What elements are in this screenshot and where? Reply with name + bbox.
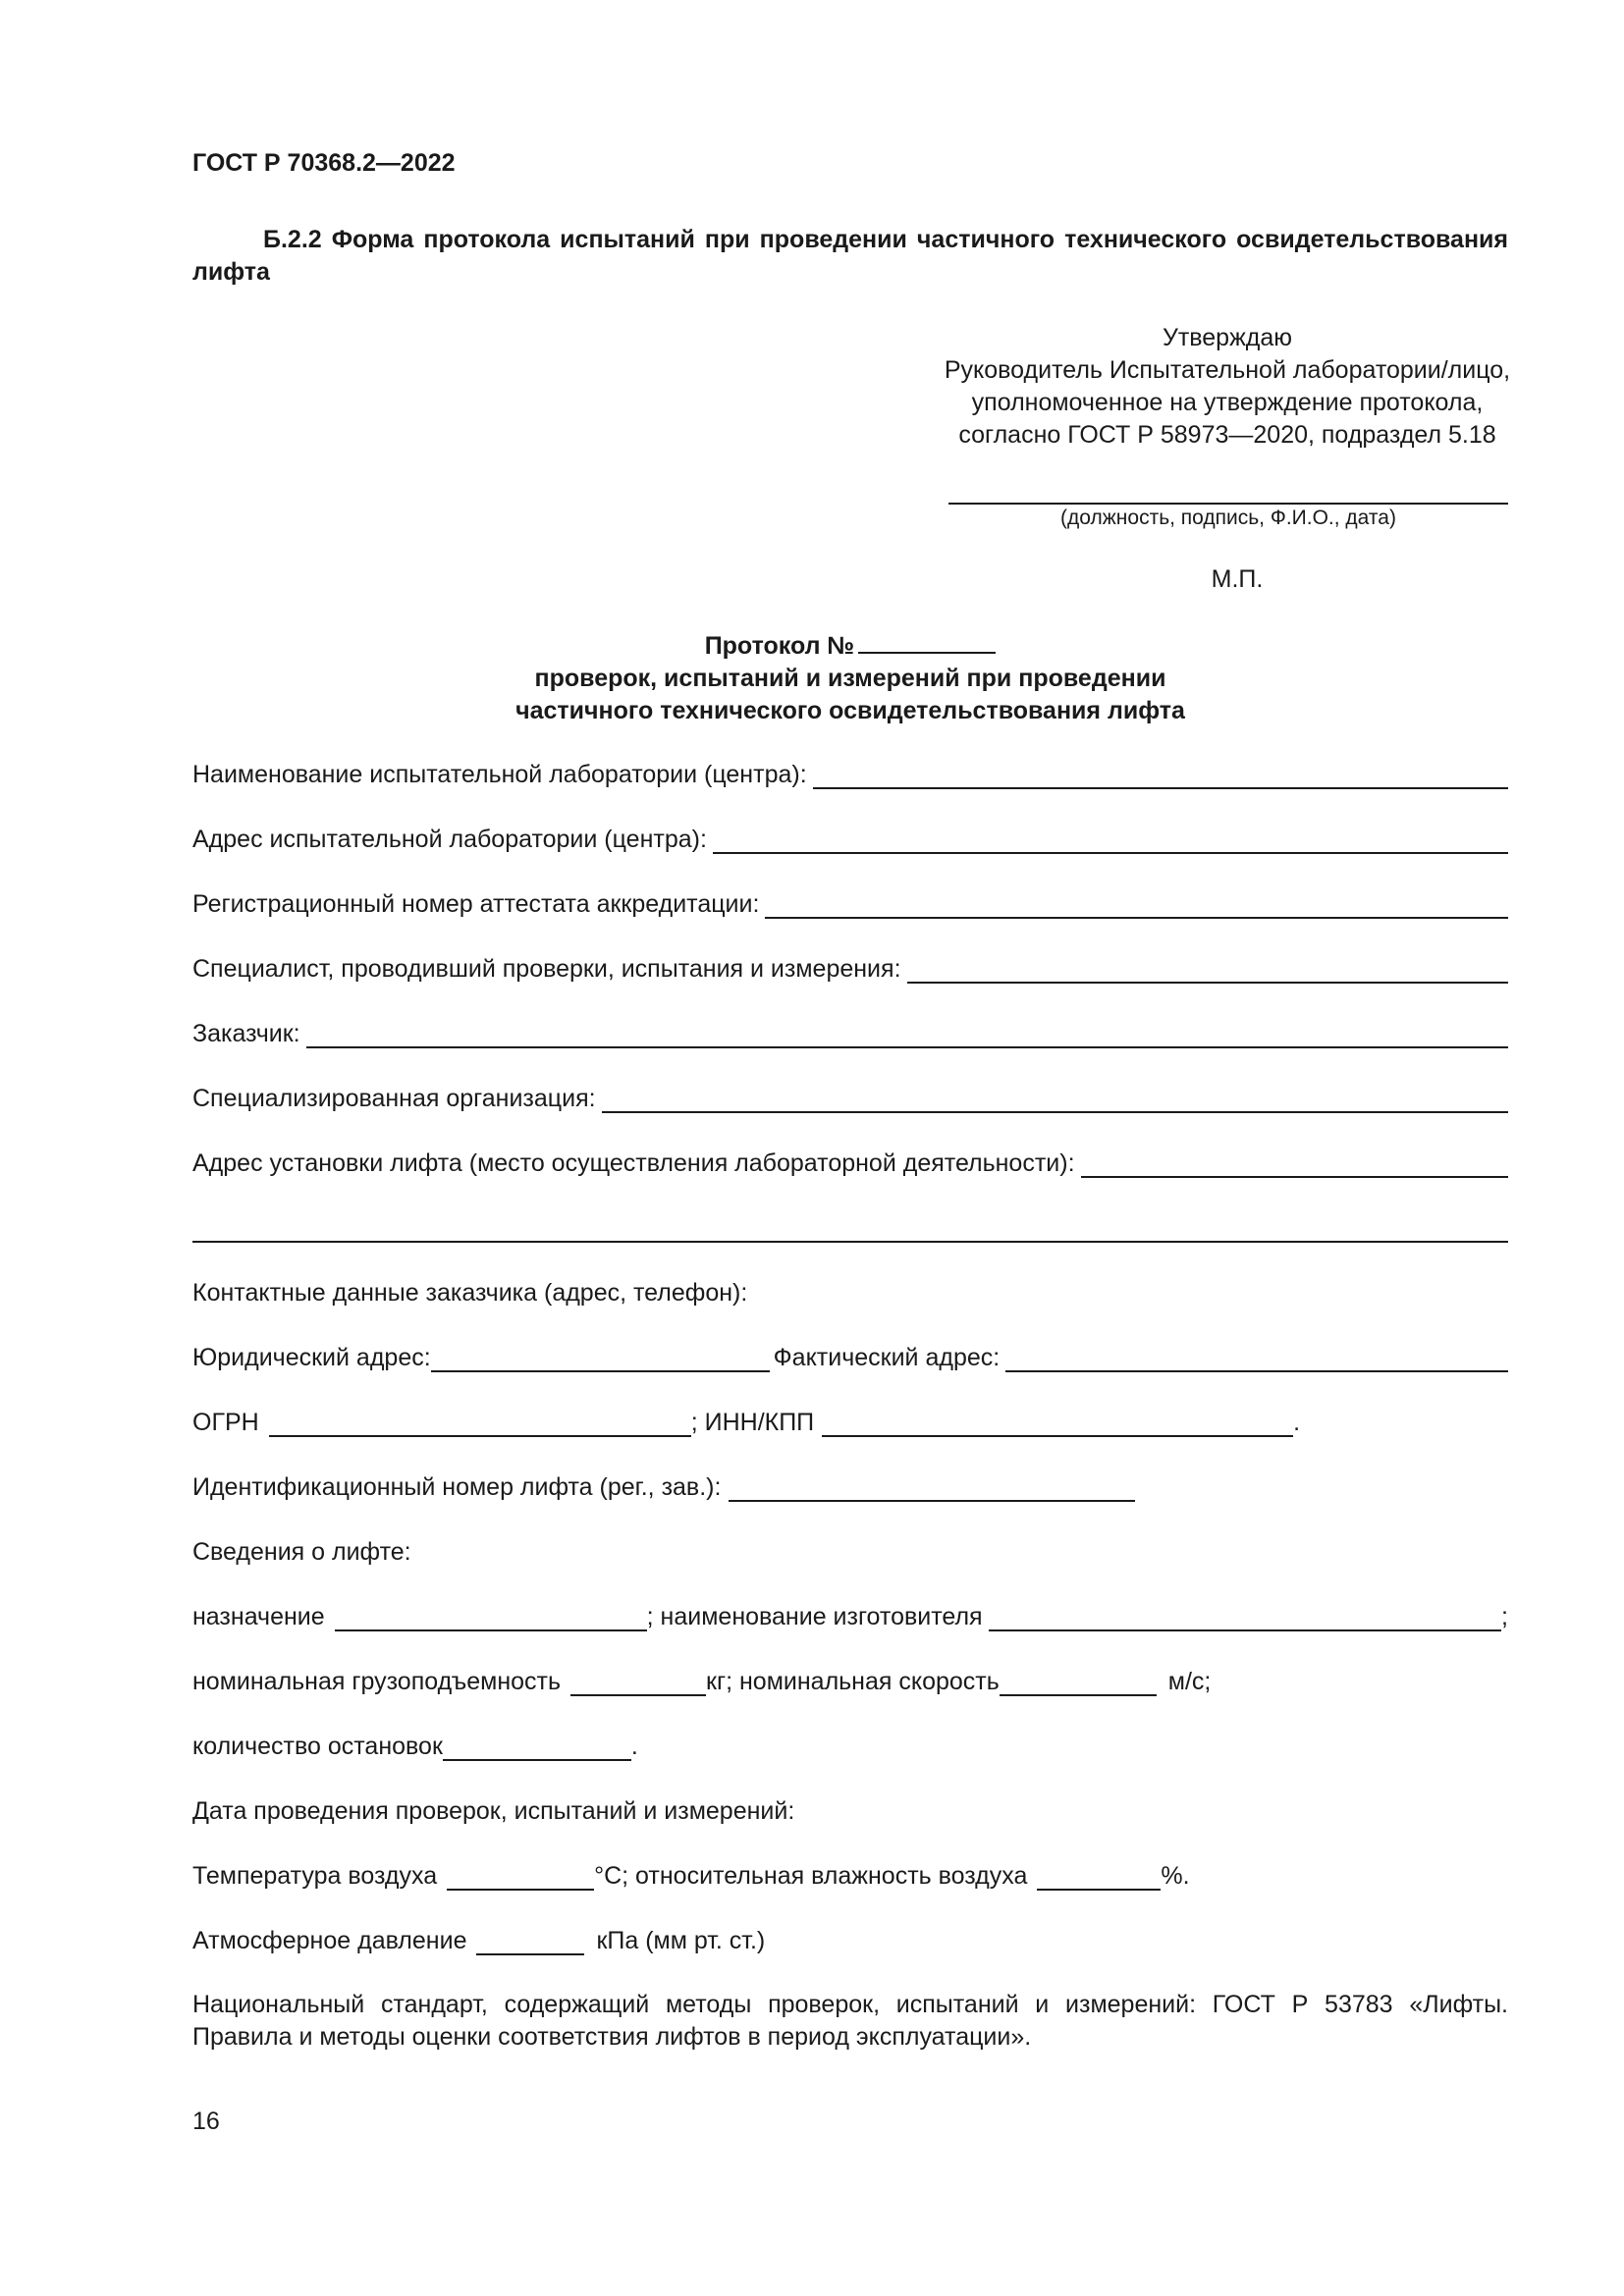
manufacturer-field[interactable] <box>989 1606 1501 1631</box>
signature-line[interactable] <box>948 503 1508 505</box>
lab-address-label: Адрес испытательной лаборатории (центра): <box>192 826 707 853</box>
row-accreditation <box>192 885 1508 919</box>
customer-contacts-label: Контактные данные заказчика (адрес, телефон): <box>192 1279 748 1307</box>
lift-address-field-continued[interactable] <box>192 1217 1508 1243</box>
actual-address-label: Фактический адрес: <box>773 1344 1001 1371</box>
lift-address-label: Адрес установки лифта (место осуществления лабораторной деятельности): <box>192 1149 1075 1177</box>
row-ogrn-inn <box>192 1404 1508 1437</box>
lift-id-field[interactable] <box>729 1476 1135 1502</box>
row-lab-name <box>192 756 1508 789</box>
protocol-title-number-line <box>192 628 1508 663</box>
approval-line-3: уполномоченное на утверждение протокола, <box>971 389 1484 416</box>
row-test-date <box>192 1792 1508 1826</box>
ogrn-label: ОГРН <box>192 1409 259 1436</box>
approval-line-4: согласно ГОСТ Р 58973—2020, подраздел 5.18 <box>958 421 1496 449</box>
inn-kpp-label: ; ИНН/КПП <box>690 1409 815 1436</box>
protocol-title-line-2: проверок, испытаний и измерений при проведении <box>534 665 1166 692</box>
stops-count-field[interactable] <box>443 1735 631 1761</box>
row-load-speed <box>192 1663 1508 1696</box>
speed-field[interactable] <box>1000 1671 1157 1696</box>
pressure-field[interactable] <box>476 1930 584 1955</box>
row-temp-humidity <box>192 1857 1508 1891</box>
section-heading: Б.2.2 Форма протокола испытаний при проведении частичного технического освидетельствования лифта <box>192 226 1508 286</box>
manufacturer-label: ; наименование изготовителя <box>646 1603 983 1630</box>
lift-address-field[interactable] <box>1081 1152 1508 1178</box>
national-standard-paragraph: Национальный стандарт, содержащий методы проверок, испытаний и измерений: ГОСТ Р 53783 «Лифты. Правила и методы оценки соответствия лифтов в период эксплуатации». <box>192 1991 1508 2051</box>
lift-id-label: Идентификационный номер лифта (рег., зав.): <box>192 1473 722 1501</box>
row-pressure <box>192 1922 1508 1955</box>
approval-line-1: Утверждаю <box>1162 324 1293 351</box>
stamp-placeholder: М.П. <box>1211 565 1264 593</box>
row-customer-contacts <box>192 1274 1508 1308</box>
humidity-field[interactable] <box>1037 1865 1161 1891</box>
row-lift-address-continued <box>192 1209 1508 1243</box>
air-temp-label: Температура воздуха <box>192 1862 438 1890</box>
protocol-title-line-3: частичного технического освидетельствования лифта <box>515 697 1185 724</box>
row-stops <box>192 1728 1508 1761</box>
specialist-field[interactable] <box>907 958 1508 984</box>
load-capacity-field[interactable] <box>570 1671 706 1696</box>
protocol-number-field[interactable] <box>858 628 996 654</box>
stops-end: . <box>630 1733 638 1760</box>
row-customer <box>192 1015 1508 1048</box>
signature-caption: (должность, подпись, Ф.И.О., дата) <box>1060 507 1396 529</box>
accreditation-label: Регистрационный номер аттестата аккредитации: <box>192 890 760 918</box>
accreditation-field[interactable] <box>765 893 1508 919</box>
test-date-label: Дата проведения проверок, испытаний и измерений: <box>192 1797 795 1825</box>
specialist-label: Специалист, проводивший проверки, испытания и измерения: <box>192 955 901 983</box>
inn-kpp-field[interactable] <box>822 1412 1293 1437</box>
lab-address-field[interactable] <box>713 828 1508 854</box>
approval-line-2: Руководитель Испытательной лаборатории/лицо, <box>944 356 1511 384</box>
approval-block <box>933 322 1522 452</box>
row-lift-info <box>192 1533 1508 1567</box>
row-specialized-org <box>192 1080 1508 1113</box>
lab-name-field[interactable] <box>813 764 1508 789</box>
lab-name-label: Наименование испытательной лаборатории (центра): <box>192 761 807 788</box>
actual-address-field[interactable] <box>1005 1347 1508 1372</box>
specialized-org-field[interactable] <box>602 1088 1508 1113</box>
row-purpose-manufacturer <box>192 1598 1508 1631</box>
page-number: 16 <box>192 2108 220 2135</box>
specialized-org-label: Специализированная организация: <box>192 1085 596 1112</box>
row-lift-address <box>192 1145 1508 1178</box>
inn-kpp-end: . <box>1293 1409 1301 1436</box>
protocol-title <box>192 628 1508 727</box>
row-addresses <box>192 1339 1508 1372</box>
pressure-unit-label: кПа (мм рт. ст.) <box>596 1927 766 1954</box>
row-specialist <box>192 950 1508 984</box>
pressure-label: Атмосферное давление <box>192 1927 467 1954</box>
document-header: ГОСТ Р 70368.2—2022 <box>192 149 456 177</box>
legal-address-field[interactable] <box>431 1347 770 1372</box>
lift-info-label: Сведения о лифте: <box>192 1538 411 1566</box>
air-temp-field[interactable] <box>447 1865 594 1891</box>
ogrn-field[interactable] <box>269 1412 691 1437</box>
temp-unit-label: °С; относительная влажность воздуха <box>594 1862 1028 1890</box>
humidity-unit-label: %. <box>1161 1862 1190 1890</box>
stops-count-label: количество остановок <box>192 1733 443 1760</box>
load-unit-label: кг; номинальная скорость <box>706 1668 1000 1695</box>
customer-field[interactable] <box>306 1023 1508 1048</box>
legal-address-label: Юридический адрес: <box>192 1344 431 1371</box>
row-lift-id <box>192 1468 1508 1502</box>
load-capacity-label: номинальная грузоподъемность <box>192 1668 562 1695</box>
purpose-field[interactable] <box>335 1606 647 1631</box>
row-lab-address <box>192 821 1508 854</box>
speed-unit-label: м/с; <box>1167 1668 1212 1695</box>
customer-label: Заказчик: <box>192 1020 300 1047</box>
protocol-number-label: Протокол № <box>704 632 855 660</box>
manufacturer-end: ; <box>1501 1603 1508 1630</box>
purpose-label: назначение <box>192 1603 325 1630</box>
